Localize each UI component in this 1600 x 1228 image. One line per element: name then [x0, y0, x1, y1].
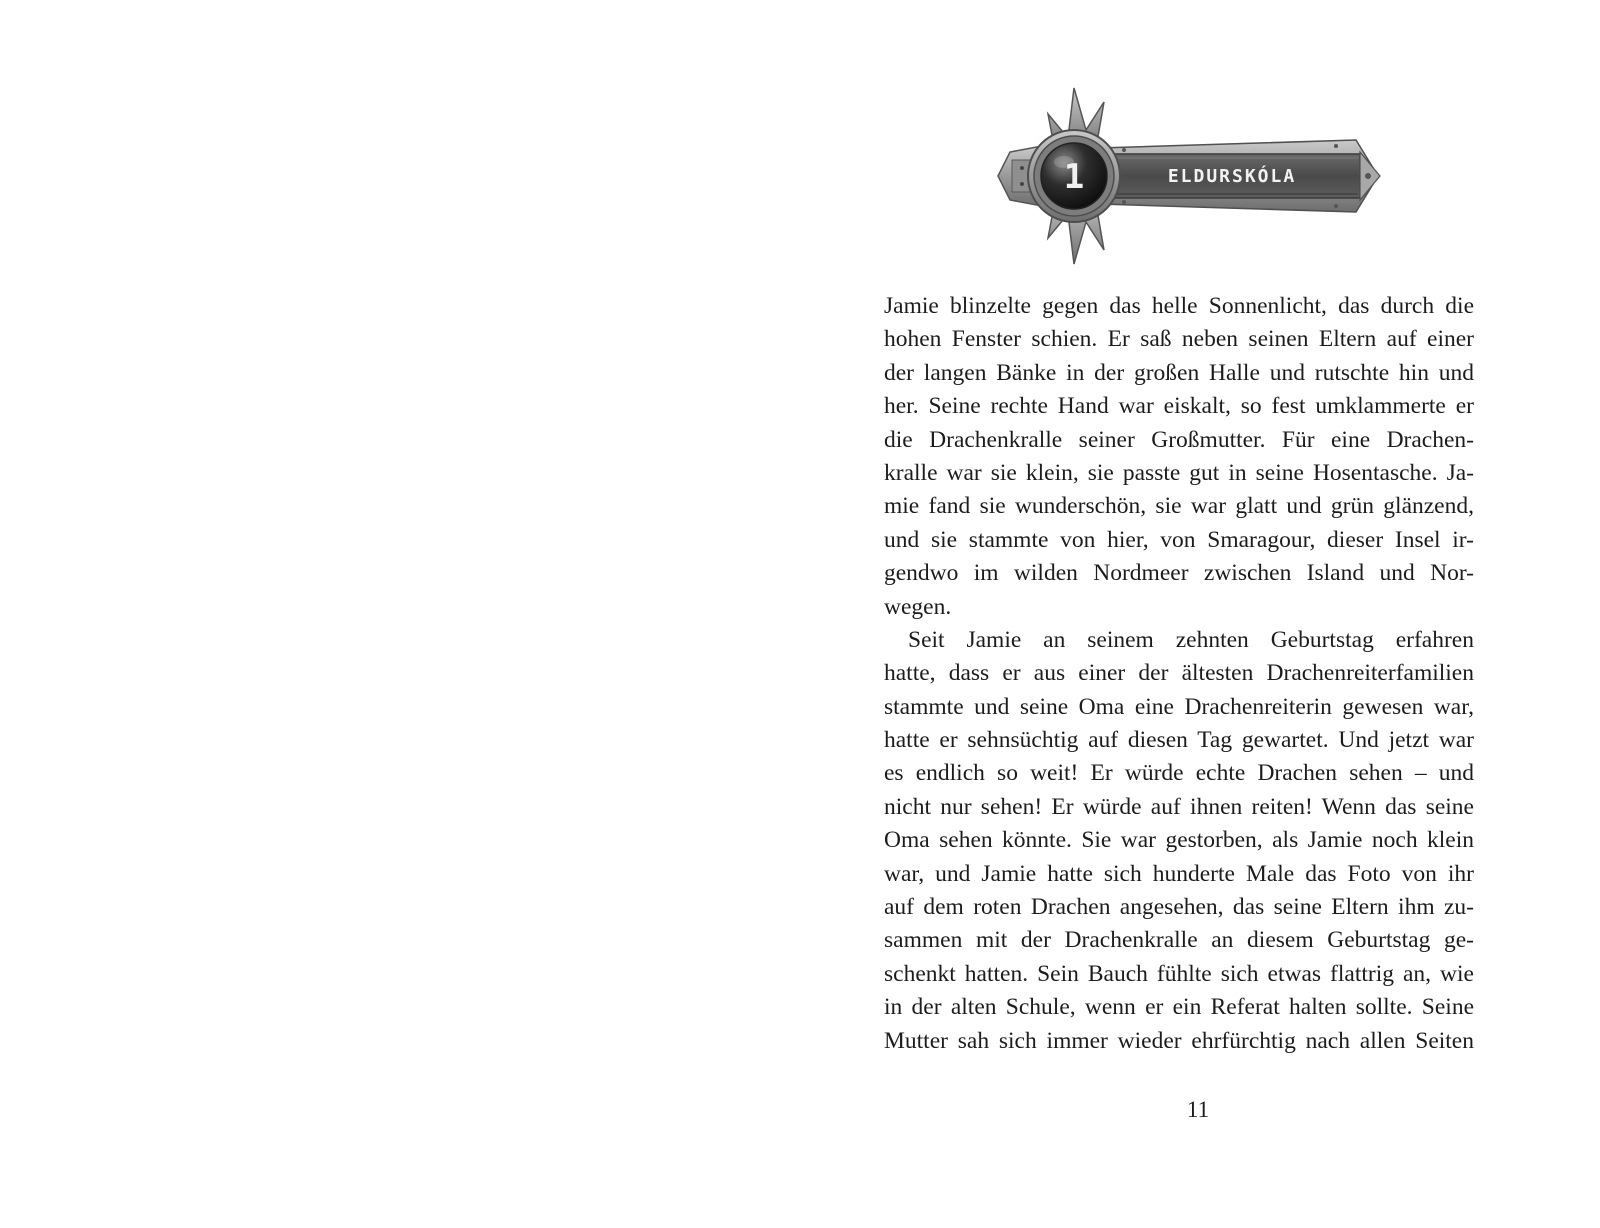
text-line: gendwo im wilden Nordmeer zwischen Island und Nor-	[884, 560, 1474, 587]
text-line: und sie stammte von hier, von Smaragour, dieser Insel ir-	[884, 526, 1474, 553]
page-number	[800, 1097, 1600, 1123]
text-line: Oma sehen könnte. Sie war gestorben, als Jamie noch klein	[884, 827, 1474, 854]
chapter-title: ELDURSKÓLA	[1167, 166, 1297, 187]
text-line: auf dem roten Drachen angesehen, das seine Eltern ihm zu-	[884, 894, 1474, 921]
chapter-number: 1	[1063, 157, 1085, 197]
text-line: in der alten Schule, wenn er ein Referat halten sollte. Seine	[884, 994, 1474, 1021]
text-line: kralle war sie klein, sie passte gut in seine Hosentasche. Ja-	[884, 459, 1474, 486]
text-line: Mutter sah sich immer wieder ehrfürchtig nach allen Seiten	[884, 1027, 1474, 1054]
text-line: der langen Bänke in der großen Halle und rutschte hin und	[884, 359, 1474, 386]
text-line: stammte und seine Oma eine Drachenreiterin gewesen war,	[884, 693, 1474, 720]
body-text	[884, 290, 1474, 1058]
text-line: die Drachenkralle seiner Großmutter. Für eine Drachen-	[884, 426, 1474, 453]
text-line: Jamie blinzelte gegen das helle Sonnenlicht, das durch die	[884, 293, 1474, 319]
page-number-label: 11	[1186, 1097, 1210, 1122]
right-page	[800, 0, 1600, 1228]
text-line: hatte er sehnsüchtig auf diesen Tag gewartet. Und jetzt war	[884, 727, 1474, 754]
text-line: Seit Jamie an seinem zehnten Geburtstag erfahren	[908, 626, 1474, 653]
text-line: her. Seine rechte Hand war eiskalt, so fest umklammerte er	[884, 393, 1474, 420]
text-line: es endlich so weit! Er würde echte Drachen sehen – und	[884, 760, 1474, 787]
text-line: nicht nur sehen! Er würde auf ihnen reiten! Wenn das seine	[884, 793, 1474, 820]
text-line: hohen Fenster schien. Er saß neben seinen Eltern auf einer	[884, 326, 1474, 353]
text-line: mie fand sie wunderschön, sie war glatt und grün glänzend,	[884, 493, 1474, 520]
chapter-banner-emblem	[996, 86, 1388, 268]
text-line: schenkt hatten. Sein Bauch fühlte sich etwas flattrig an, wie	[884, 960, 1474, 987]
text-line: sammen mit der Drachenkralle an diesem Geburtstag ge-	[884, 927, 1474, 954]
text-line: wegen.	[884, 593, 952, 620]
chapter-banner	[996, 86, 1388, 268]
text-line: hatte, dass er aus einer der ältesten Drachenreiterfamilien	[884, 660, 1474, 687]
text-line: war, und Jamie hatte sich hunderte Male das Foto von ihr	[884, 860, 1474, 887]
